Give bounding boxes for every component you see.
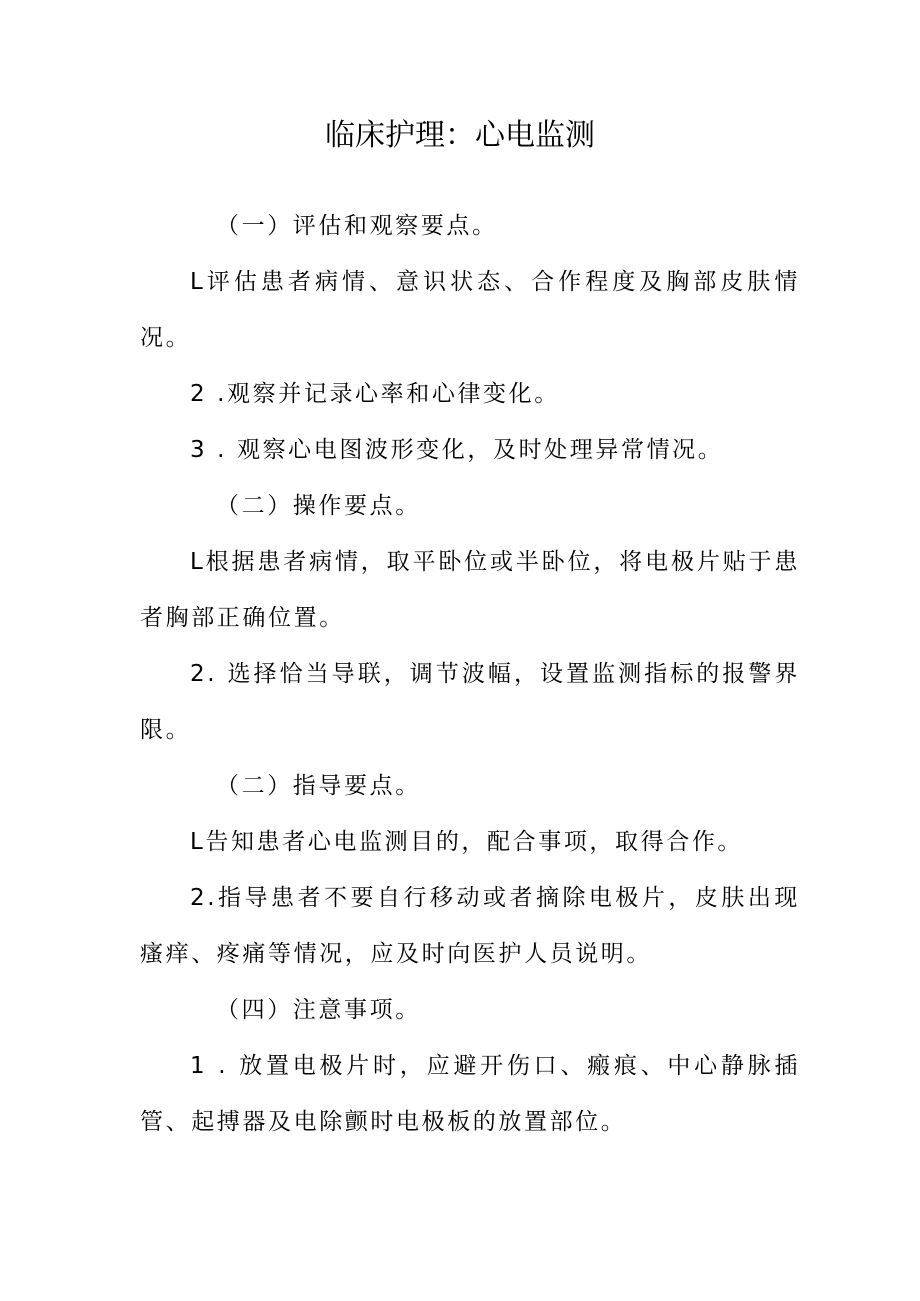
document-body <box>140 198 800 1150</box>
section-heading-operation: （二）操作要点。 <box>216 493 421 519</box>
operation-item-1: L根据患者病情，取平卧位或半卧位，将电极片贴于患者胸部正确位置。 <box>140 549 800 631</box>
assessment-item-3: 3 . 观察心电图波形变化，及时处理异常情况。 <box>190 437 724 463</box>
assessment-item-1: L评估患者病情、意识状态、合作程度及胸部皮肤情况。 <box>140 269 800 351</box>
document-title: 临床护理：心电监测 <box>325 118 595 153</box>
operation-item-2: 2. 选择恰当导联，调节波幅，设置监测指标的报警界限。 <box>140 661 800 743</box>
assessment-item-2: 2 .观察并记录心率和心律变化。 <box>190 381 560 407</box>
guidance-item-1: L告知患者心电监测目的，配合事项，取得合作。 <box>190 829 744 855</box>
section-heading-assessment: （一）评估和观察要点。 <box>216 213 498 239</box>
section-heading-guidance: （二）指导要点。 <box>216 773 421 799</box>
section-heading-precautions: （四）注意事项。 <box>216 997 421 1023</box>
guidance-item-2: 2.指导患者不要自行移动或者摘除电极片，皮肤出现瘙痒、疼痛等情况，应及时向医护人员说明。 <box>140 885 800 967</box>
precautions-item-1: 1 . 放置电极片时，应避开伤口、瘢痕、中心静脉插管、起搏器及电除颤时电极板的放置部位。 <box>140 1053 800 1135</box>
